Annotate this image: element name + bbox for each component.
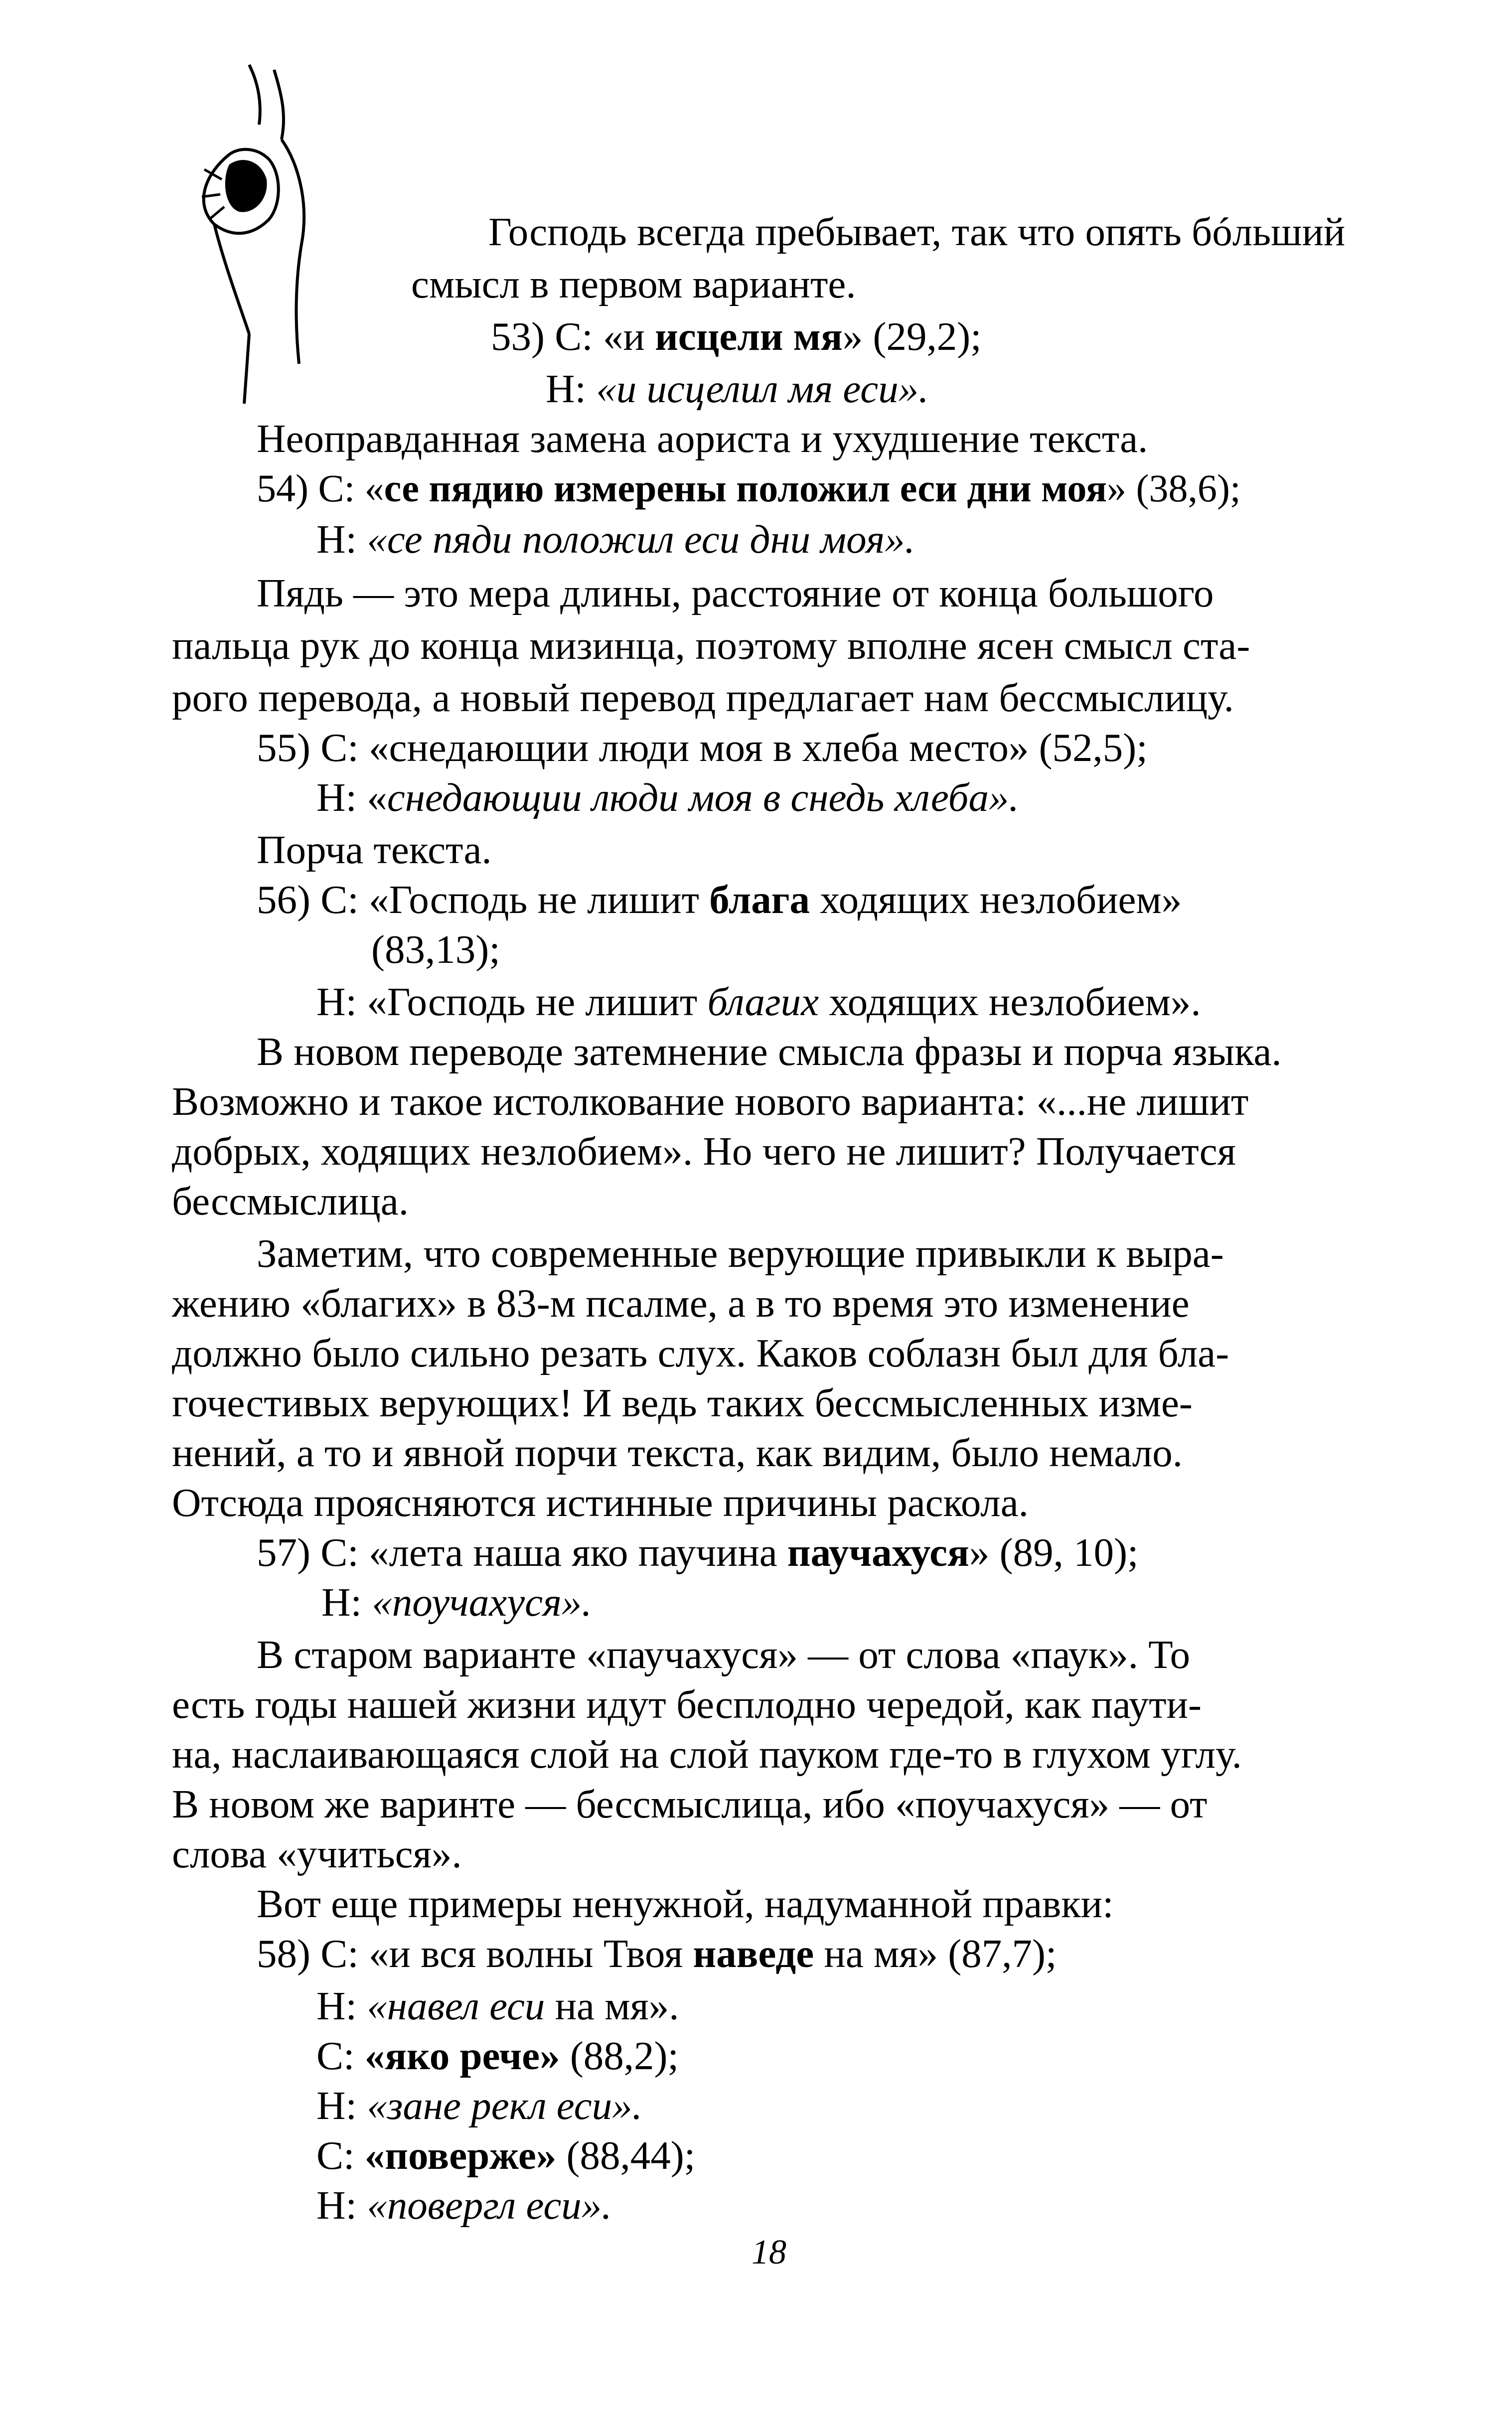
text-line: В старом варианте «паучахуся» — от слова «паук». То [257, 1632, 1191, 1677]
text-line: Н: «снедающии люди моя в снедь хлеба». [316, 775, 1019, 820]
text-line: пальца рук до конца мизинца, поэтому вполне ясен смысл ста- [172, 623, 1250, 668]
text-line: бессмыслица. [172, 1179, 409, 1223]
text-line: Н: «се пяди положил еси дни моя». [316, 517, 915, 562]
text-line: 56) С: «Господь не лишит блага ходящих незлобием» [257, 877, 1182, 922]
text-line: 53) С: «и исцели мя» (29,2); [491, 314, 982, 359]
text-line: жению «благих» в 83-м псалме, а в то время это изменение [172, 1281, 1190, 1326]
text-line: Н: «поучахуся». [321, 1580, 592, 1625]
text-line: Н: «повергл еси». [316, 2183, 612, 2228]
text-line: Порча текста. [257, 827, 492, 872]
text-line: Заметим, что современные верующие привыкли к выра- [257, 1231, 1224, 1276]
text-line: нений, а то и явной порчи текста, как видим, было немало. [172, 1430, 1183, 1475]
text-line: С: «поверже» (88,44); [316, 2133, 696, 2178]
text-line: на, наслаивающаяся слой на слой пауком где-то в глухом углу. [172, 1732, 1242, 1777]
text-line: смысл в первом варианте. [411, 262, 856, 306]
text-line: С: «яко рече» (88,2); [316, 2033, 679, 2078]
text-line: слова «учиться». [172, 1831, 462, 1876]
text-line: Н: «и исцелил мя еси». [546, 366, 929, 411]
text-line: 54) С: «се пядию измерены положил еси дни моя» (38,6); [257, 466, 1241, 510]
text-line: Пядь — это мера длины, расстояние от конца большого [257, 571, 1214, 615]
text-line: Отсюда проясняются истинные причины раскола. [172, 1480, 1029, 1525]
text-line: Неоправданная замена аориста и ухудшение текста. [257, 416, 1148, 461]
text-line: Вот еще примеры ненужной, надуманной правки: [257, 1881, 1114, 1926]
text-line: Н: «Господь не лишит благих ходящих незлобием». [316, 979, 1201, 1024]
text-line: гочестивых верующих! И ведь таких бессмысленных изме- [172, 1380, 1193, 1425]
text-line: есть годы нашей жизни идут бесплодно чередой, как паути- [172, 1682, 1202, 1727]
hand-pointing-icon [174, 55, 354, 414]
page-number: 18 [752, 2233, 786, 2271]
text-line: (83,13); [371, 927, 500, 972]
text-line: Возможно и такое истолкование нового варианта: «...не лишит [172, 1079, 1249, 1124]
text-line: добрых, ходящих незлобием». Но чего не лишит? Получается [172, 1129, 1236, 1174]
text-line: 58) С: «и вся волны Твоя наведе на мя» (87,7); [257, 1931, 1057, 1976]
text-line: Н: «навел еси на мя». [316, 1983, 679, 2028]
text-line: должно было сильно резать слух. Каков соблазн был для бла- [172, 1331, 1229, 1375]
text-line: Господь всегда пребывает, так что опять бóльший [488, 209, 1346, 254]
text-line: 55) С: «снедающии люди моя в хлеба место» (52,5); [257, 725, 1148, 770]
text-line: рого перевода, а новый перевод предлагает нам бессмыслицу. [172, 675, 1234, 720]
text-line: 57) С: «лета наша яко паучина паучахуся» (89, 10); [257, 1530, 1139, 1575]
text-line: В новом же варинте — бессмыслица, ибо «поучахуся» — от [172, 1782, 1208, 1826]
text-line: В новом переводе затемнение смысла фразы и порча языка. [257, 1029, 1282, 1074]
text-line: Н: «зане рекл еси». [316, 2083, 642, 2128]
